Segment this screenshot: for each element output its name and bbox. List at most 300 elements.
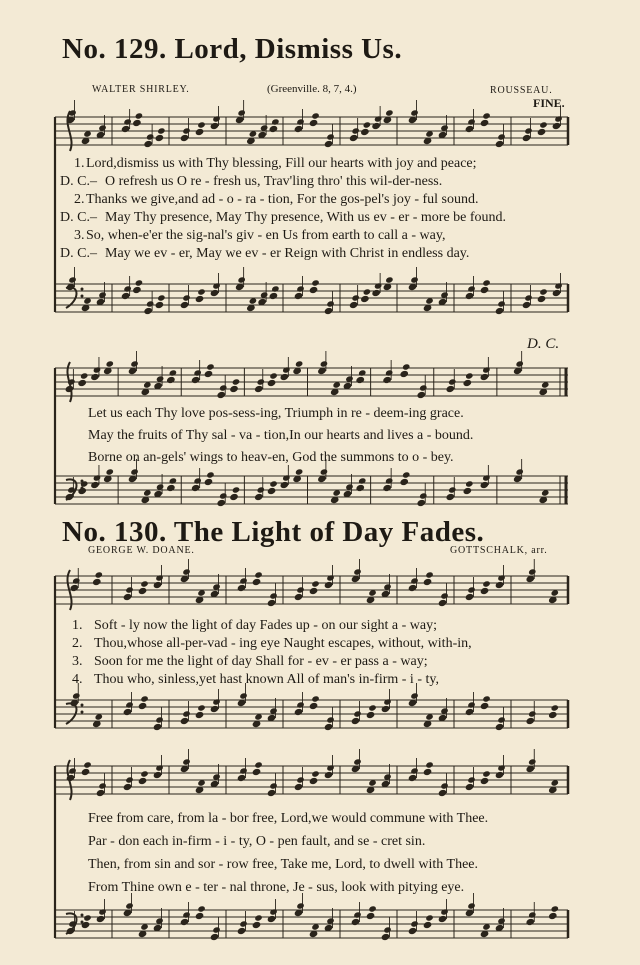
note-head: [229, 385, 239, 393]
note-head: [212, 698, 220, 705]
note-head: [296, 701, 304, 708]
note-head: [353, 710, 361, 717]
note-head: [311, 279, 319, 286]
note-head: [212, 926, 220, 933]
note-head: [180, 134, 190, 142]
note-head: [522, 134, 532, 142]
note-head: [125, 902, 133, 909]
note-head: [467, 285, 475, 292]
note-head: [480, 702, 490, 710]
note-head: [495, 307, 505, 315]
note-head: [157, 294, 165, 301]
note-head: [385, 369, 393, 376]
note-head: [371, 122, 381, 130]
note-head: [193, 477, 201, 484]
note-head: [495, 581, 505, 589]
note-head: [77, 379, 87, 387]
note-head: [68, 767, 76, 774]
note-head: [497, 917, 505, 924]
bass-clef-dot: [81, 487, 84, 490]
note-head: [326, 764, 334, 771]
verse-line: D. C.– May Thy presence, May Thy presence, With us ev - er - more be found.: [60, 210, 507, 225]
note-head: [408, 774, 418, 782]
note-head: [212, 115, 220, 122]
note-head: [551, 589, 559, 596]
note-head: [135, 279, 143, 286]
note-head: [156, 375, 164, 382]
note-head: [191, 376, 201, 384]
note-head: [383, 583, 391, 590]
note-head: [440, 291, 448, 298]
note-head: [232, 378, 240, 385]
note-head: [140, 770, 148, 777]
note-head: [311, 695, 319, 702]
note-head: [257, 486, 265, 493]
note-head: [524, 127, 532, 134]
note-head: [554, 282, 562, 289]
note-head: [197, 905, 205, 912]
verse-line: From Thine own e - ter - nal throne, Je - sus, look with pitying eye.: [88, 880, 465, 895]
note-head: [294, 593, 304, 601]
note-head: [465, 125, 475, 133]
verse-line: Par - don each in-firm - i - ty, O - pen fault, and se - cret sin.: [88, 834, 426, 849]
note-head: [320, 360, 328, 367]
note-head: [309, 702, 319, 710]
note-head: [482, 923, 490, 930]
note-head: [495, 140, 505, 148]
note-head: [332, 489, 340, 496]
note-head: [539, 288, 547, 295]
note-head: [83, 130, 91, 137]
note-head: [410, 577, 418, 584]
note-head: [182, 911, 190, 918]
note-head: [130, 468, 138, 475]
note-head: [80, 372, 88, 379]
note-head: [295, 360, 303, 367]
note-head: [260, 291, 268, 298]
note-head: [123, 593, 133, 601]
note-head: [157, 127, 165, 134]
note-head: [191, 484, 201, 492]
note-head: [528, 710, 536, 717]
hymn-130-verses-a: [72, 617, 472, 689]
note-head: [138, 587, 148, 595]
note-head: [482, 366, 490, 373]
note-head: [440, 592, 448, 599]
note-head: [368, 779, 376, 786]
hymn-129-dc-mark: D. C.: [527, 336, 560, 352]
verse-line: May the fruits of Thy sal - va - tion,In our hearts and lives a - bound.: [88, 428, 474, 443]
note-head: [249, 297, 257, 304]
note-head: [515, 360, 523, 367]
note-head: [143, 140, 153, 148]
note-head: [155, 134, 165, 142]
note-head: [541, 489, 549, 496]
note-head: [385, 276, 393, 283]
note-head: [423, 578, 433, 586]
note-head: [482, 112, 490, 119]
note-head: [130, 360, 138, 367]
hymn-129-composer: ROUSSEAU.: [490, 85, 553, 96]
note-head: [123, 708, 133, 716]
note-head: [326, 917, 334, 924]
note-head: [410, 109, 418, 116]
note-head: [92, 578, 102, 586]
note-head: [180, 717, 190, 725]
note-head: [353, 758, 361, 765]
note-head: [465, 783, 475, 791]
note-head: [197, 704, 205, 711]
note-head: [216, 391, 226, 399]
note-head: [210, 289, 220, 297]
note-head: [212, 773, 220, 780]
note-head: [182, 127, 190, 134]
note-head: [239, 692, 247, 699]
note-head: [326, 716, 334, 723]
note-head: [254, 571, 262, 578]
verse-line: Then, from sin and sor - row free, Take me, Lord, to dwell with Thee.: [88, 857, 479, 872]
note-head: [515, 468, 523, 475]
note-head: [311, 770, 319, 777]
note-head: [374, 282, 382, 289]
note-head: [140, 580, 148, 587]
note-head: [366, 912, 376, 920]
note-head: [363, 121, 371, 128]
note-head: [239, 577, 247, 584]
note-head: [125, 701, 133, 708]
note-head: [206, 363, 214, 370]
note-head: [408, 584, 418, 592]
note-head: [197, 779, 205, 786]
verse-line: D. C.– May we ev - er, May we ev - er Reign with Christ in endless day.: [60, 246, 470, 261]
note-head: [121, 125, 131, 133]
note-head: [237, 109, 245, 116]
note-head: [382, 376, 392, 384]
note-head: [182, 568, 190, 575]
note-head: [249, 130, 257, 137]
note-head: [465, 708, 475, 716]
note-head: [440, 707, 448, 714]
note-head: [360, 128, 370, 136]
verse-line: 3. So, when-e'er the sig-nal's giv - en Us from earth to call a - way,: [74, 228, 446, 243]
hymn-130-title: No. 130. The Light of Day Fades.: [62, 516, 485, 548]
note-head: [98, 124, 106, 131]
note-head: [254, 914, 262, 921]
note-head: [311, 580, 319, 587]
note-head: [440, 124, 448, 131]
note-head: [143, 307, 153, 315]
note-head: [495, 771, 505, 779]
note-head: [155, 716, 163, 723]
note-head: [480, 587, 490, 595]
note-head: [448, 378, 456, 385]
note-head: [267, 915, 277, 923]
bass-clef-dot: [81, 711, 84, 714]
note-head: [95, 713, 103, 720]
note-head: [363, 288, 371, 295]
note-head: [309, 286, 319, 294]
note-head: [385, 109, 393, 116]
note-head: [548, 711, 558, 719]
note-head: [180, 301, 190, 309]
note-head: [153, 771, 163, 779]
note-head: [237, 584, 247, 592]
verse-line: D. C.– O refresh us O re - fresh us, Trav'ling thro' this wil-der-ness.: [60, 174, 443, 189]
note-head: [232, 486, 240, 493]
note-head: [440, 782, 448, 789]
note-head: [166, 484, 176, 492]
note-head: [93, 366, 101, 373]
note-head: [81, 768, 91, 776]
note-head: [254, 713, 262, 720]
note-head: [324, 140, 334, 148]
note-head: [467, 902, 475, 909]
note-head: [410, 920, 418, 927]
note-head: [121, 292, 131, 300]
note-head: [425, 571, 433, 578]
note-head: [551, 905, 559, 912]
note-head: [210, 122, 220, 130]
note-head: [254, 761, 262, 768]
note-head: [416, 499, 426, 507]
note-head: [197, 288, 205, 295]
note-head: [269, 480, 277, 487]
note-head: [155, 917, 163, 924]
note-head: [252, 921, 262, 929]
note-head: [497, 574, 505, 581]
note-head: [383, 773, 391, 780]
note-head: [153, 723, 163, 731]
note-head: [537, 128, 547, 136]
note-head: [271, 118, 279, 125]
note-head: [96, 789, 106, 797]
bass-clef-dot: [81, 480, 84, 483]
note-head: [135, 112, 143, 119]
note-head: [132, 119, 142, 127]
note-head: [368, 905, 376, 912]
note-head: [204, 370, 214, 378]
note-head: [320, 468, 328, 475]
note-head: [332, 381, 340, 388]
note-head: [548, 912, 558, 920]
note-head: [294, 708, 304, 716]
note-head: [269, 908, 277, 915]
note-head: [90, 373, 100, 381]
note-head: [448, 486, 456, 493]
note-head: [296, 586, 304, 593]
note-head: [146, 133, 154, 140]
note-head: [525, 918, 535, 926]
note-head: [269, 125, 279, 133]
note-head: [204, 478, 214, 486]
note-head: [237, 276, 245, 283]
note-head: [197, 121, 205, 128]
note-head: [551, 704, 559, 711]
note-head: [83, 297, 91, 304]
note-head: [269, 592, 277, 599]
hymn-129-verses-a: [60, 155, 506, 263]
note-head: [195, 711, 205, 719]
note-head: [294, 292, 304, 300]
note-head: [467, 776, 475, 783]
hymn-129-tune: (Greenville. 8, 7, 4.): [267, 83, 357, 95]
note-head: [269, 292, 279, 300]
note-head: [539, 121, 547, 128]
note-head: [229, 493, 239, 501]
note-head: [351, 294, 359, 301]
verse-line: 1. Lord,dismiss us with Thy blessing, Fill our hearts with joy and peace;: [74, 156, 477, 171]
note-head: [269, 782, 277, 789]
note-head: [212, 282, 220, 289]
note-head: [296, 902, 304, 909]
note-head: [96, 915, 106, 923]
note-head: [482, 580, 490, 587]
note-head: [528, 568, 536, 575]
bass-clef-dot: [81, 704, 84, 707]
note-head: [463, 487, 473, 495]
note-head: [169, 369, 177, 376]
note-head: [374, 115, 382, 122]
note-head: [385, 477, 393, 484]
note-head: [408, 927, 418, 935]
note-head: [358, 369, 366, 376]
note-head: [551, 779, 559, 786]
note-head: [423, 921, 433, 929]
note-head: [368, 704, 376, 711]
note-head: [326, 300, 334, 307]
note-head: [358, 477, 366, 484]
note-head: [425, 297, 433, 304]
note-head: [410, 692, 418, 699]
note-head: [381, 705, 391, 713]
note-head: [410, 767, 418, 774]
verse-line: 4. Thou who, sinless,yet hast known All of man's in-firm - i - ty,: [72, 672, 439, 687]
note-head: [522, 301, 532, 309]
note-head: [182, 758, 190, 765]
note-head: [254, 493, 264, 501]
note-head: [69, 584, 79, 592]
note-head: [438, 789, 448, 797]
note-head: [267, 789, 277, 797]
note-head: [528, 911, 536, 918]
note-head: [482, 474, 490, 481]
note-head: [72, 692, 80, 699]
note-head: [467, 586, 475, 593]
note-head: [351, 127, 359, 134]
note-head: [480, 119, 490, 127]
note-head: [195, 128, 205, 136]
note-head: [419, 384, 427, 391]
note-head: [438, 915, 448, 923]
note-head: [219, 492, 227, 499]
bass-clef-dot: [81, 921, 84, 924]
note-head: [537, 295, 547, 303]
hymn-129-verses-b: [88, 405, 473, 467]
note-head: [212, 583, 220, 590]
verse-line: 2. Thou,whose all-per-vad - ing eye Naught escapes, without, with-in,: [72, 636, 472, 651]
note-head: [153, 581, 163, 589]
note-head: [210, 933, 220, 941]
verse-line: Borne on an-gels' wings to heav-en, God the summons to o - bey.: [88, 450, 454, 465]
note-head: [353, 911, 361, 918]
note-head: [525, 717, 535, 725]
hymn-129-author: WALTER SHIRLEY.: [92, 84, 190, 95]
note-head: [282, 366, 290, 373]
note-head: [309, 777, 319, 785]
note-head: [156, 483, 164, 490]
note-head: [528, 758, 536, 765]
verse-line: Free from care, from la - bor free, Lord,we would commune with Thee.: [88, 811, 489, 826]
note-head: [296, 118, 304, 125]
note-head: [210, 705, 220, 713]
note-head: [309, 587, 319, 595]
note-head: [399, 370, 409, 378]
note-head: [254, 385, 264, 393]
note-head: [267, 599, 277, 607]
note-head: [182, 294, 190, 301]
note-head: [239, 920, 247, 927]
note-head: [497, 716, 505, 723]
note-head: [465, 480, 473, 487]
note-head: [383, 698, 391, 705]
note-head: [294, 125, 304, 133]
note-head: [465, 372, 473, 379]
note-head: [252, 578, 262, 586]
note-head: [125, 586, 133, 593]
note-head: [195, 295, 205, 303]
note-head: [383, 926, 391, 933]
note-head: [197, 589, 205, 596]
note-head: [349, 301, 359, 309]
note-head: [282, 474, 290, 481]
note-head: [206, 471, 214, 478]
note-head: [296, 285, 304, 292]
note-head: [195, 912, 205, 920]
note-head: [480, 286, 490, 294]
note-head: [294, 783, 304, 791]
note-head: [180, 918, 190, 926]
note-head: [324, 723, 334, 731]
note-head: [155, 301, 165, 309]
note-head: [423, 768, 433, 776]
note-head: [83, 761, 91, 768]
note-head: [106, 468, 114, 475]
note-head: [98, 291, 106, 298]
note-head: [324, 771, 334, 779]
note-head: [360, 295, 370, 303]
note-head: [410, 276, 418, 283]
verse-line: 1. Soft - ly now the light of day Fades up - on our sight a - way;: [72, 618, 437, 633]
note-head: [438, 599, 448, 607]
note-head: [138, 777, 148, 785]
hymn-130-verses-b: [88, 810, 488, 897]
note-head: [216, 499, 226, 507]
note-head: [219, 384, 227, 391]
hymn-129-fine-mark: FINE.: [533, 96, 565, 110]
note-head: [541, 381, 549, 388]
note-head: [368, 589, 376, 596]
note-head: [155, 764, 163, 771]
note-head: [311, 112, 319, 119]
note-head: [140, 923, 148, 930]
note-head: [140, 695, 148, 702]
note-head: [482, 695, 490, 702]
note-head: [252, 768, 262, 776]
note-head: [296, 776, 304, 783]
note-head: [366, 711, 376, 719]
note-head: [267, 487, 277, 495]
bass-clef-dot: [81, 288, 84, 291]
